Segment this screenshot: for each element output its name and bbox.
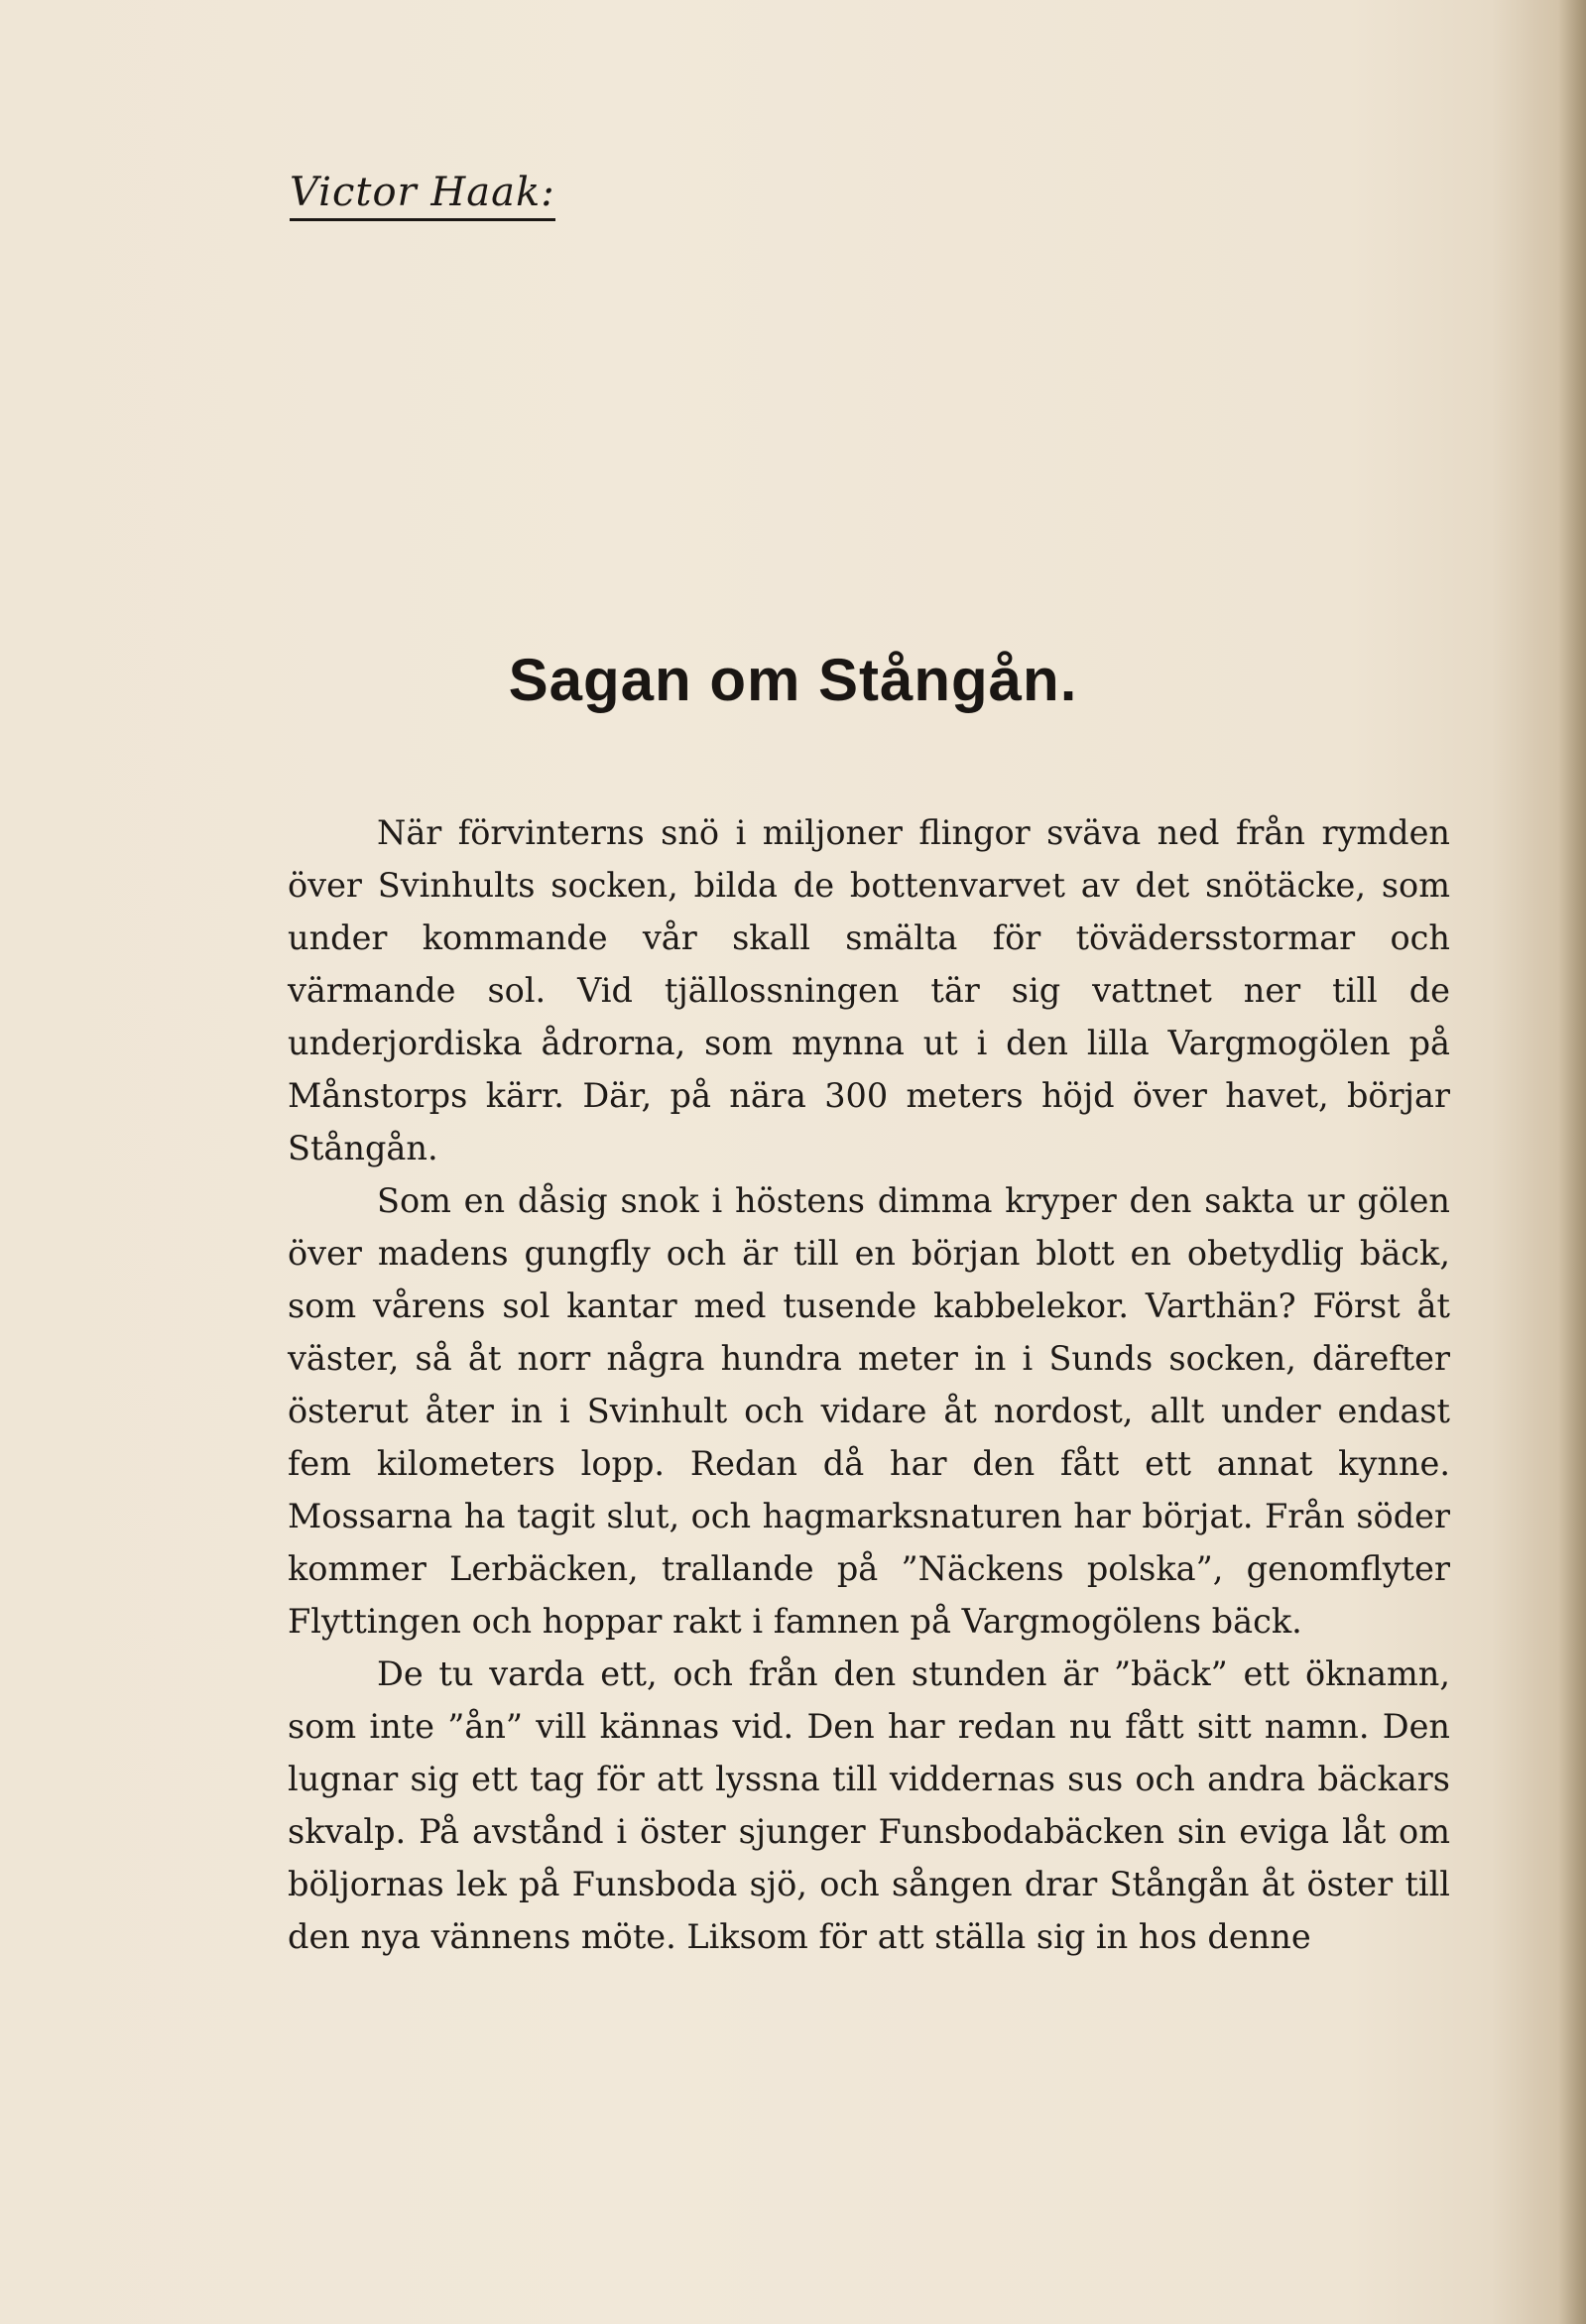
paragraph: De tu varda ett, och från den stunden är ”bäck” ett öknamn, som inte ”ån” vill kännas vid. Den har redan nu fått sitt namn. Den lugnar sig ett tag för att lyssna till viddernas sus och andra bäckars skvalp. På avstånd i öster sjunger Funsbodabäcken sin eviga låt om böljornas lek på Funsboda sjö, och sången drar Stångån åt öster till den nya vännens möte. Liksom för att ställa sig in hos denne (288, 1654, 1450, 1956)
chapter-title: Sagan om Stångån. (508, 647, 1078, 713)
author-name: Victor Haak: (290, 169, 555, 221)
body-text (288, 806, 1450, 1963)
paragraph: Som en dåsig snok i höstens dimma kryper den sakta ur gölen över madens gungfly och är till en början blott en obetydlig bäck, som vårens sol kantar med tusende kabbelekor. Varthän? Först åt väster, så åt norr några hundra meter in i Sunds socken, därefter österut åter in i Svinhult och vidare åt nordost, allt under endast fem kilometers lopp. Redan då har den fått ett annat kynne. Mossarna ha tagit slut, och hagmarksnaturen har börjat. Från söder kommer Lerbäcken, trallande på ”Näckens polska”, genomflyter Flyttingen och hoppar rakt i famnen på Vargmogölens bäck. (288, 1181, 1450, 1641)
page-spine-shadow (1558, 0, 1586, 2324)
paragraph: När förvinterns snö i miljoner flingor sväva ned från rymden över Svinhults socken, bilda de bottenvarvet av det snötäcke, som under kommande vår skall smälta för tövädersstormar och värmande sol. Vid tjällossningen tär sig vattnet ner till de underjordiska ådrorna, som mynna ut i den lilla Vargmogölen på Månstorps kärr. Där, på nära 300 meters höjd över havet, börjar Stångån. (288, 813, 1450, 1167)
